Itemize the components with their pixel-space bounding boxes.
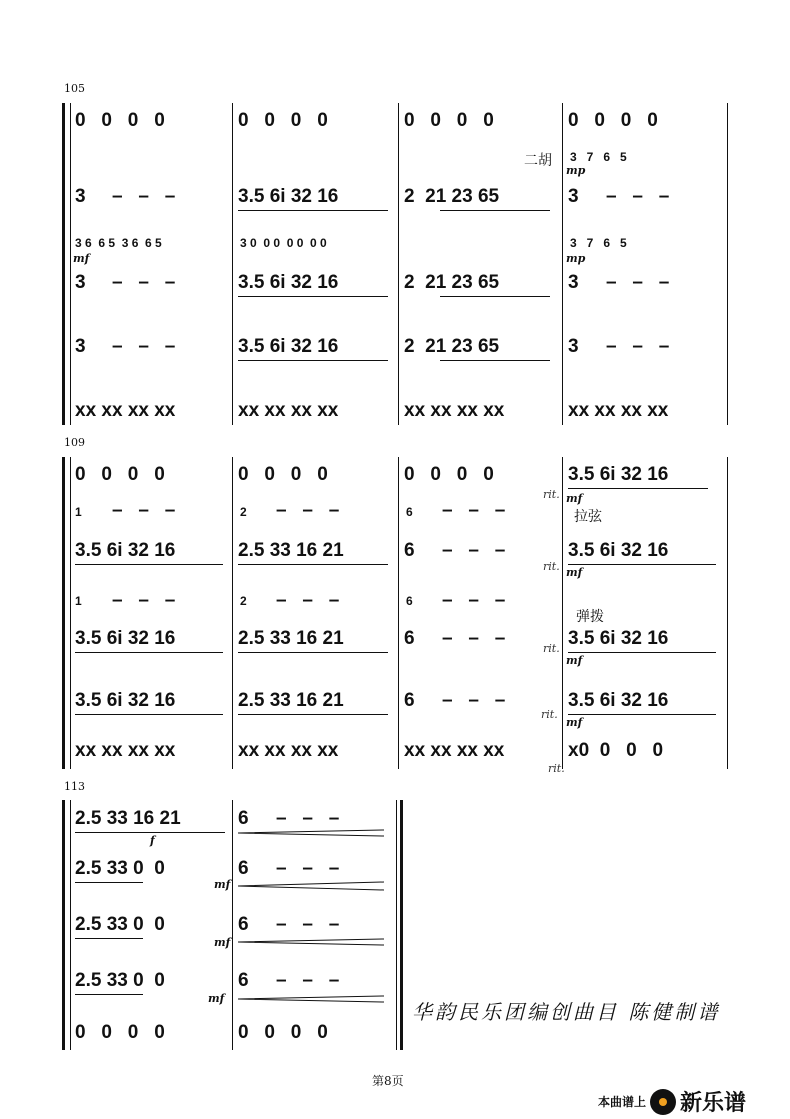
decrescendo-hairpins: [232, 800, 392, 1050]
barline: [70, 457, 71, 769]
melody-phrase: 2.5 33 16 21: [238, 628, 344, 649]
melody-phrase: 3.5 6i 32 16: [75, 690, 176, 711]
underline: [568, 488, 708, 489]
sustain: – – –: [606, 272, 670, 293]
rest-row: 0 0 0 0: [568, 110, 658, 131]
underline: [75, 564, 223, 565]
underline: [75, 994, 143, 995]
melody-phrase: 2 21 23 65: [404, 336, 500, 357]
instrument-label-erhu: 二胡: [524, 153, 552, 169]
rit-mark: rit.: [543, 488, 560, 501]
sustain: – – –: [442, 628, 506, 649]
sustain: – – –: [276, 970, 340, 991]
note: 6: [238, 858, 249, 879]
melody-phrase: 2.5 33 16 21: [238, 690, 344, 711]
melody-phrase: 3.5 6i 32 16: [568, 540, 669, 561]
melody-phrase: 3.5 6i 32 16: [238, 336, 339, 357]
barline: [398, 457, 399, 769]
barline: [70, 103, 71, 425]
dynamic-mf: mf: [566, 654, 583, 667]
sustain: – – –: [442, 540, 506, 561]
melody-phrase: 3.5 6i 32 16: [75, 540, 176, 561]
melody-phrase: 2.5 33 0 0: [75, 914, 165, 935]
underline: [75, 938, 143, 939]
sustain: – – –: [606, 336, 670, 357]
underline: [238, 564, 388, 565]
note: 6: [404, 628, 415, 649]
percussion-row: x0 0 0 0: [568, 740, 664, 761]
sustain: – – –: [276, 914, 340, 935]
barline: [70, 800, 71, 1050]
underline: [440, 210, 550, 211]
melody-phrase: 2.5 33 16 21: [238, 540, 344, 561]
vinyl-record-icon: [650, 1089, 676, 1115]
sustain: – – –: [276, 808, 340, 829]
note: 3: [568, 336, 579, 357]
note: 3: [568, 186, 579, 207]
rest-row: 0 0 0 0: [404, 110, 494, 131]
sustain: – – –: [112, 336, 176, 357]
sustain: – – –: [276, 858, 340, 879]
melody-phrase: 3.5 6i 32 16: [568, 464, 669, 485]
sustain: – – –: [442, 500, 506, 521]
rest-row: 0 0 0 0: [404, 464, 494, 485]
barline: [398, 103, 399, 425]
chord-notes: 3 7 6 5: [570, 150, 627, 164]
chord-notes: 3 7 6 5: [570, 236, 627, 250]
barline: [562, 103, 563, 425]
barline: [232, 457, 233, 769]
watermark-brand: 新乐谱: [680, 1091, 747, 1116]
melody-phrase: 2 21 23 65: [404, 186, 500, 207]
rit-mark: rit.: [541, 708, 558, 721]
underline: [75, 714, 223, 715]
rest-row: 0 0 0 0: [75, 1022, 165, 1043]
melody-phrase: 3.5 6i 32 16: [75, 628, 176, 649]
melody-phrase: 2.5 33 0 0: [75, 858, 165, 879]
rit-mark: rit.: [543, 560, 560, 573]
percussion-row: xx xx xx xx: [75, 740, 176, 761]
percussion-row: xx xx xx xx: [238, 400, 339, 421]
rit-mark: rit.: [548, 762, 565, 775]
underline: [568, 564, 716, 565]
dynamic-mp: mp: [566, 164, 586, 177]
dynamic-f: f: [150, 834, 155, 847]
rit-mark: rit.: [543, 642, 560, 655]
melody-phrase: 2.5 33 0 0: [75, 970, 165, 991]
underline: [238, 360, 388, 361]
page-label: 第8页: [372, 1074, 404, 1088]
final-barline-thick: [400, 800, 403, 1050]
melody-phrase: 3.5 6i 32 16: [568, 690, 669, 711]
percussion-row: xx xx xx xx: [404, 740, 505, 761]
underline: [75, 882, 143, 883]
sustain: – – –: [276, 590, 340, 611]
percussion-row: xx xx xx xx: [404, 400, 505, 421]
dynamic-mf: mf: [566, 716, 583, 729]
sustain: – – –: [112, 272, 176, 293]
dynamic-mf: mf: [214, 878, 231, 891]
barline: [562, 457, 563, 769]
underline: [568, 714, 716, 715]
percussion-row: xx xx xx xx: [238, 740, 339, 761]
melody-phrase: 2.5 33 16 21: [75, 808, 181, 829]
melody-phrase: 3.5 6i 32 16: [568, 628, 669, 649]
underline: [568, 652, 716, 653]
system-bracket: [62, 800, 65, 1050]
melody-phrase: 3.5 6i 32 16: [238, 186, 339, 207]
sustain: – – –: [112, 186, 176, 207]
rest-row: 0 0 0 0: [238, 464, 328, 485]
note: 6: [406, 505, 413, 519]
sustain: – – –: [112, 500, 176, 521]
note: 3: [568, 272, 579, 293]
note: 6: [238, 970, 249, 991]
barline: [232, 103, 233, 425]
final-barline: [396, 800, 397, 1050]
watermark: [598, 1086, 746, 1117]
sustain: – – –: [276, 500, 340, 521]
underline: [440, 296, 550, 297]
measure-number-109: 109: [64, 436, 85, 449]
underline: [238, 210, 388, 211]
watermark-prefix: 本曲谱上: [598, 1095, 647, 1109]
underline: [238, 296, 388, 297]
percussion-row: xx xx xx xx: [568, 400, 669, 421]
note: 3: [75, 272, 86, 293]
rest-row: 0 0 0 0: [238, 1022, 328, 1043]
note: 6: [404, 690, 415, 711]
instrument-label-tanbo: 弹拨: [576, 609, 604, 625]
strum-pattern: 3 6 6 5 3 6 6 5: [75, 236, 162, 250]
note: 1: [75, 594, 82, 608]
note: 3: [75, 186, 86, 207]
system-bracket: [62, 103, 65, 425]
underline: [75, 832, 225, 833]
note: 6: [238, 808, 249, 829]
system-bracket: [62, 457, 65, 769]
measure-number-113: 113: [64, 780, 85, 793]
note: 2: [240, 594, 247, 608]
underline: [75, 652, 223, 653]
dynamic-mp: mp: [566, 252, 586, 265]
sustain: – – –: [442, 590, 506, 611]
instrument-label-lasian: 拉弦: [574, 509, 602, 525]
dynamic-mf: mf: [566, 492, 583, 505]
note: 6: [406, 594, 413, 608]
underline: [238, 652, 388, 653]
note: 6: [238, 914, 249, 935]
dynamic-mf: mf: [208, 992, 225, 1005]
sustain: – – –: [442, 690, 506, 711]
percussion-row: xx xx xx xx: [75, 400, 176, 421]
underline: [440, 360, 550, 361]
barline: [727, 103, 728, 425]
note: 6: [404, 540, 415, 561]
rest-row: 0 0 0 0: [238, 110, 328, 131]
arrangement-credit: 华韵民乐团编创曲目 陈健制谱: [412, 1000, 721, 1024]
melody-phrase: 3.5 6i 32 16: [238, 272, 339, 293]
barline: [727, 457, 728, 769]
rest-row: 0 0 0 0: [75, 464, 165, 485]
strum-pattern: 3 0 0 0 0 0 0 0: [240, 236, 327, 250]
note: 2: [240, 505, 247, 519]
rest-row: 0 0 0 0: [75, 110, 165, 131]
underline: [238, 714, 388, 715]
melody-phrase: 2 21 23 65: [404, 272, 500, 293]
measure-number-105: 105: [64, 82, 85, 95]
note: 1: [75, 505, 82, 519]
dynamic-mf: mf: [566, 566, 583, 579]
sustain: – – –: [112, 590, 176, 611]
sustain: – – –: [606, 186, 670, 207]
note: 3: [75, 336, 86, 357]
dynamic-mf: mf: [214, 936, 231, 949]
dynamic-mf: mf: [73, 252, 90, 265]
